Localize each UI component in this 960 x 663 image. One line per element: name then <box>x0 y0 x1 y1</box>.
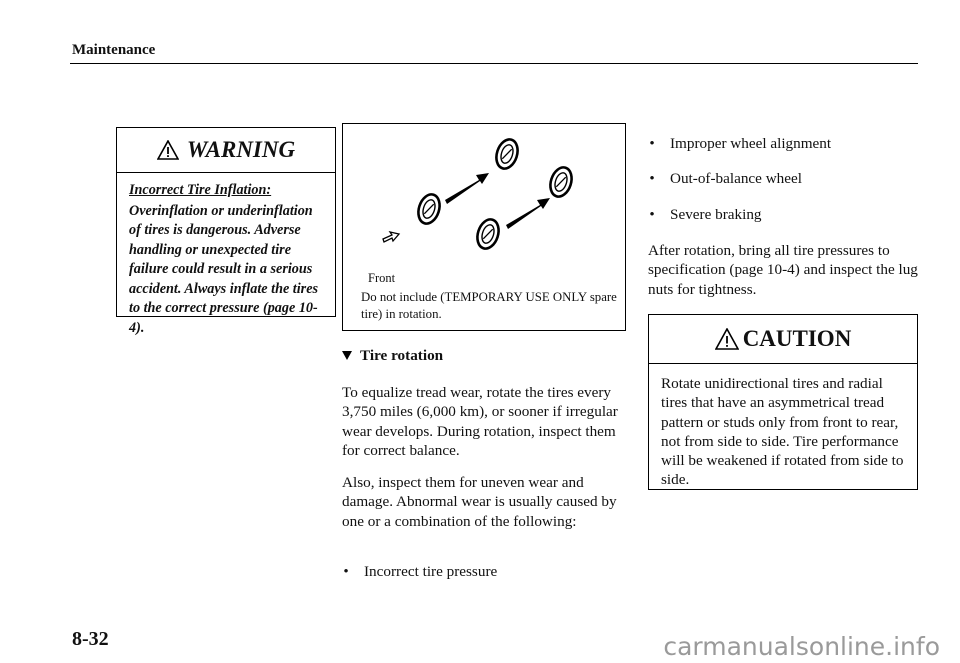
tire-icon-right <box>547 165 575 200</box>
tire-icon-left <box>415 192 443 227</box>
list-item <box>648 169 928 188</box>
bullet-icon: • <box>343 563 349 580</box>
rotation-arrow-lower <box>506 198 550 229</box>
list-item <box>648 205 928 224</box>
tire-rotation-heading <box>342 346 632 365</box>
list-item-text: Incorrect tire pressure <box>364 563 498 580</box>
bullet-icon: • <box>649 206 655 223</box>
front-label: Front <box>368 271 396 285</box>
figure-caption: Do not include (TEMPORARY USE ONLY spare tire) in rotation. <box>361 290 617 321</box>
list-item-text: Severe braking <box>670 206 762 223</box>
warning-box <box>116 127 336 336</box>
caution-triangle-icon <box>715 328 739 350</box>
after-rotation-paragraph: After rotation, bring all tire pressures to specification (page 10-4) and inspect the lug nuts for tightness. <box>648 242 918 298</box>
caution-box <box>648 314 918 490</box>
tire-icon-top <box>493 137 521 172</box>
header-rule <box>70 63 918 64</box>
list-item <box>342 562 632 581</box>
warning-subtitle: Incorrect Tire Inflation: <box>129 182 272 198</box>
rotation-figure <box>342 123 626 331</box>
front-arrow-icon <box>383 232 399 242</box>
triangle-down-icon <box>342 351 352 360</box>
bullet-icon: • <box>649 135 655 152</box>
tire-rotation-paragraph-2: Also, inspect them for uneven wear and damage. Abnormal wear is usually caused by one or a combination of the following: <box>342 474 617 530</box>
caution-text: Rotate unidirectional tires and radial tires that have an asymmetrical tread pattern or studs only from front to rear, not from side to side. Tire performance will be weakened if rotated from side to side. <box>661 375 904 489</box>
tire-rotation-paragraph-1: To equalize tread wear, rotate the tires every 3,750 miles (6,000 km), or sooner if irregular wear develops. During rotation, inspect them for correct balance. <box>342 384 618 459</box>
rotation-arrow-upper <box>445 173 489 204</box>
page-number: 8-32 <box>72 628 109 650</box>
warning-text: Overinflation or underinflation of tires is dangerous. Adverse handling or unexpected tire failure could result in a serious accident. Always inflate the tires to the correct pressure (page 10-4). <box>129 202 319 336</box>
list-item-text: Improper wheel alignment <box>670 135 832 152</box>
bullet-icon: • <box>649 170 655 187</box>
rotation-diagram <box>343 124 625 284</box>
warning-title: WARNING <box>186 137 296 162</box>
section-header: Maintenance <box>72 42 156 58</box>
warning-body <box>117 173 335 338</box>
list-item-text: Out-of-balance wheel <box>670 170 802 187</box>
tire-rotation-heading-text: Tire rotation <box>360 347 444 364</box>
tire-icon-center <box>474 217 502 252</box>
caution-title-bar <box>649 315 917 364</box>
warning-title-bar <box>117 128 335 173</box>
warning-triangle-icon <box>157 140 179 160</box>
list-item <box>648 134 928 153</box>
watermark: carmanualsonline.info <box>663 632 940 661</box>
caution-title: CAUTION <box>742 326 852 351</box>
